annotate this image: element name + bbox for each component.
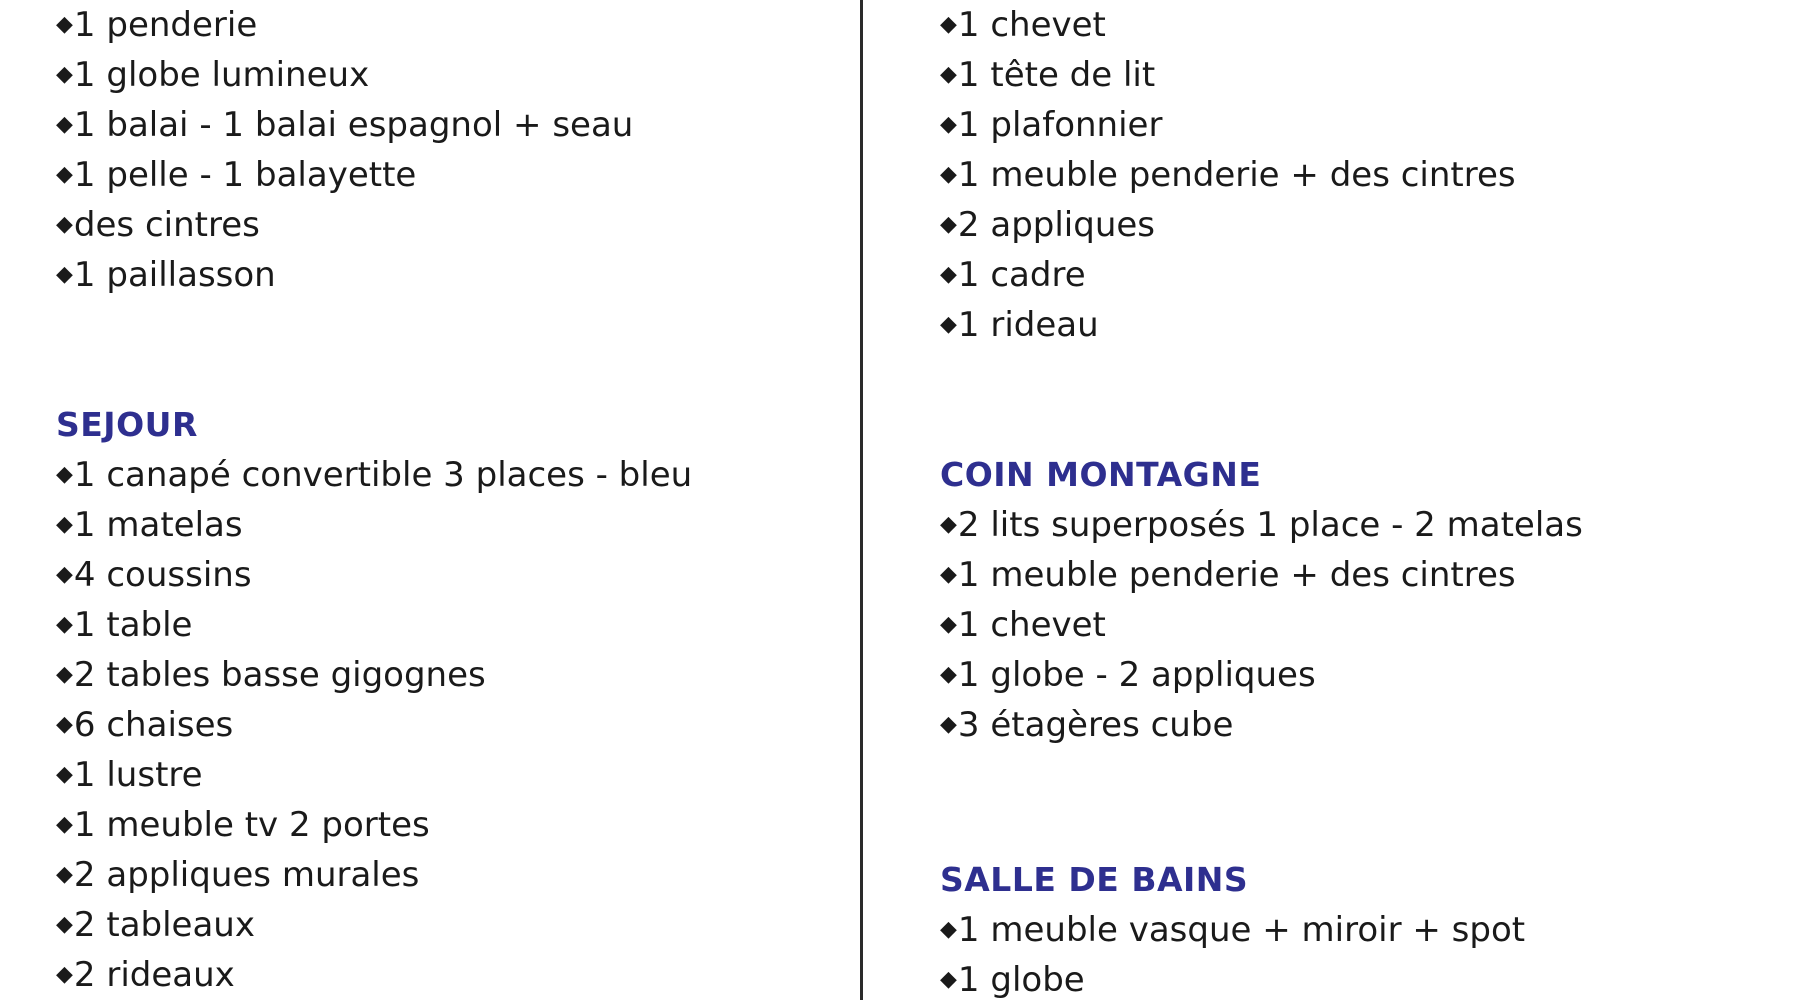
diamond-bullet-icon: ◆ [56,562,73,587]
list-item: ◆1 meuble vasque + miroir + spot [940,910,1526,950]
diamond-bullet-icon: ◆ [56,262,73,287]
list-item: ◆1 rideau [940,305,1099,345]
diamond-bullet-icon: ◆ [56,812,73,837]
diamond-bullet-icon: ◆ [56,862,73,887]
list-item: ◆1 lustre [56,755,203,795]
diamond-bullet-icon: ◆ [56,112,73,137]
diamond-bullet-icon: ◆ [940,612,957,637]
diamond-bullet-icon: ◆ [940,662,957,687]
diamond-bullet-icon: ◆ [56,662,73,687]
diamond-bullet-icon: ◆ [56,212,73,237]
column-divider [860,0,863,1000]
list-item: ◆2 rideaux [56,955,235,995]
list-item: ◆1 table [56,605,193,645]
section-heading-sejour: SEJOUR [56,405,198,444]
diamond-bullet-icon: ◆ [940,62,957,87]
diamond-bullet-icon: ◆ [56,162,73,187]
diamond-bullet-icon: ◆ [940,112,957,137]
salle-de-bains-section [940,855,1525,1005]
diamond-bullet-icon: ◆ [56,462,73,487]
list-item: ◆2 lits superposés 1 place - 2 matelas [940,505,1583,545]
list-item: ◆2 appliques murales [56,855,420,895]
diamond-bullet-icon: ◆ [56,612,73,637]
list-item: ◆1 matelas [56,505,243,545]
diamond-bullet-icon: ◆ [56,912,73,937]
diamond-bullet-icon: ◆ [940,162,957,187]
diamond-bullet-icon: ◆ [940,967,957,992]
list-item: ◆1 balai - 1 balai espagnol + seau [56,105,634,145]
list-item: ◆1 globe - 2 appliques [940,655,1316,695]
section-heading-salle-de-bains: SALLE DE BAINS [940,860,1249,899]
list-item: ◆1 cadre [940,255,1086,295]
list-item: ◆1 globe lumineux [56,55,370,95]
diamond-bullet-icon: ◆ [56,712,73,737]
diamond-bullet-icon: ◆ [940,312,957,337]
list-item: ◆4 coussins [56,555,252,595]
list-item: ◆1 meuble penderie + des cintres [940,155,1516,195]
list-item: ◆1 globe [940,960,1085,1000]
diamond-bullet-icon: ◆ [940,917,957,942]
diamond-bullet-icon: ◆ [940,512,957,537]
left-top-list [56,0,633,300]
list-item: ◆2 tables basse gigognes [56,655,486,695]
section-heading-coin-montagne: COIN MONTAGNE [940,455,1262,494]
diamond-bullet-icon: ◆ [56,512,73,537]
list-item: ◆1 meuble tv 2 portes [56,805,430,845]
list-item: ◆1 tête de lit [940,55,1156,95]
diamond-bullet-icon: ◆ [940,262,957,287]
right-top-list [940,0,1516,350]
list-item: ◆6 chaises [56,705,234,745]
list-item: ◆1 canapé convertible 3 places - bleu [56,455,693,495]
list-item: ◆2 appliques [940,205,1156,245]
list-item: ◆1 plafonnier [940,105,1163,145]
list-item: ◆1 meuble penderie + des cintres [940,555,1516,595]
list-item: ◆1 paillasson [56,255,276,295]
sejour-section [56,400,692,1000]
list-item: ◆1 penderie [56,5,258,45]
diamond-bullet-icon: ◆ [56,12,73,37]
list-item: ◆1 chevet [940,605,1106,645]
diamond-bullet-icon: ◆ [940,712,957,737]
coin-montagne-section [940,450,1583,750]
diamond-bullet-icon: ◆ [56,62,73,87]
list-item: ◆2 tableaux [56,905,255,945]
list-item: ◆1 pelle - 1 balayette [56,155,417,195]
diamond-bullet-icon: ◆ [940,212,957,237]
list-item: ◆des cintres [56,205,260,245]
diamond-bullet-icon: ◆ [56,762,73,787]
list-item: ◆3 étagères cube [940,705,1234,745]
diamond-bullet-icon: ◆ [940,562,957,587]
list-item: ◆1 chevet [940,5,1106,45]
diamond-bullet-icon: ◆ [940,12,957,37]
diamond-bullet-icon: ◆ [56,962,73,987]
